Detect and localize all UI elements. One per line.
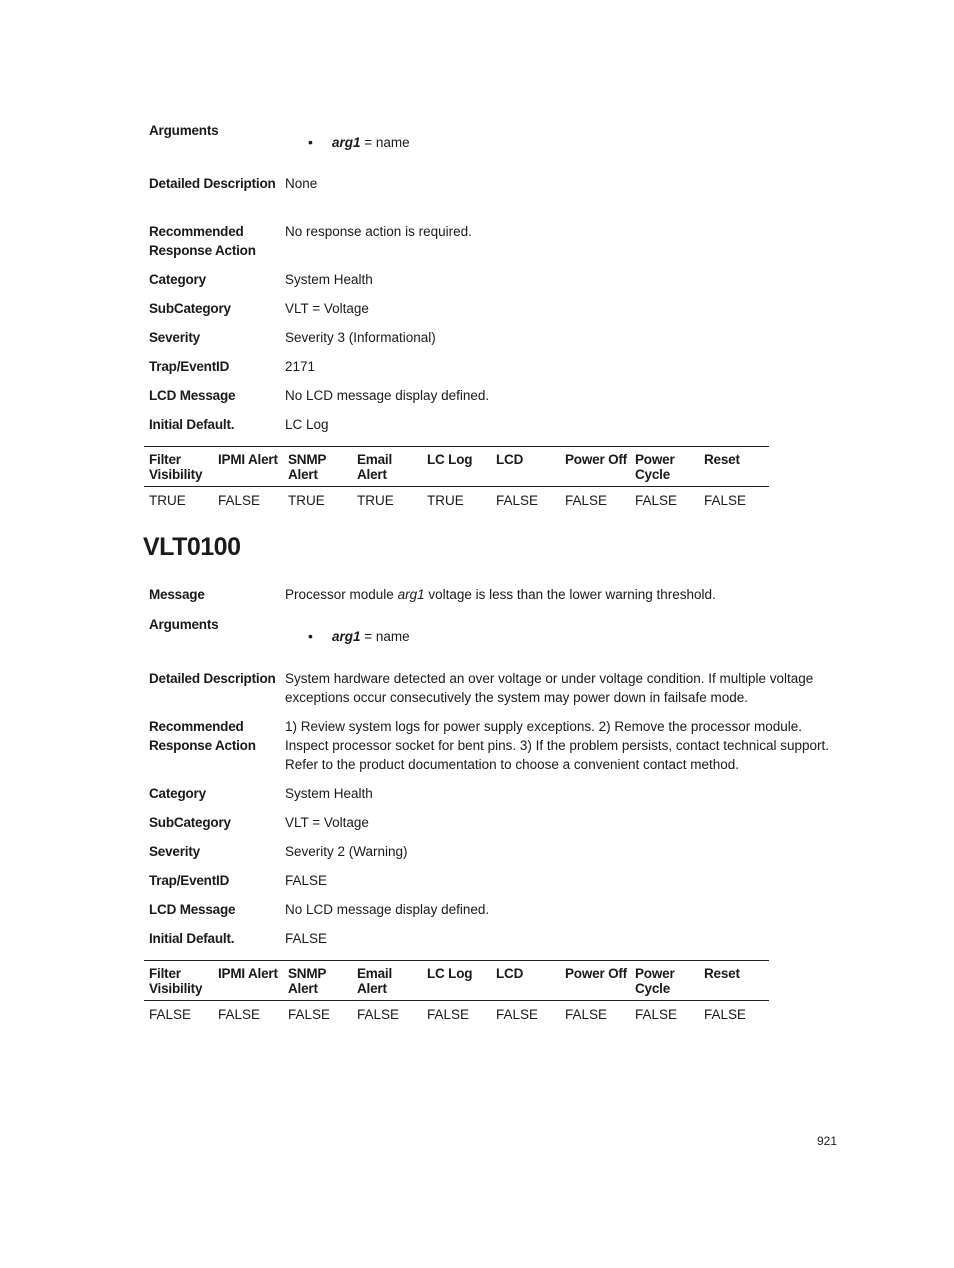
table-header: LC Log <box>427 452 473 467</box>
field-label: SubCategory <box>149 301 231 316</box>
field-label: Category <box>149 786 206 801</box>
table-header: Power Cycle <box>635 966 675 996</box>
field-label: Severity <box>149 844 200 859</box>
table-cell: TRUE <box>288 493 325 508</box>
table-cell: FALSE <box>704 493 747 508</box>
field-value: VLT = Voltage <box>285 815 369 830</box>
table-header: LCD <box>496 452 524 467</box>
field-value: System hardware detected an over voltage or under voltage condition. If multiple voltage exceptions occur consecutively the system may power down in failsafe mode. <box>285 671 814 705</box>
table-header-rule <box>144 1000 769 1001</box>
table-cell: FALSE <box>496 493 539 508</box>
field-label: Detailed Description <box>149 176 276 191</box>
field-value: None <box>285 176 318 191</box>
field-value: 1) Review system logs for power supply exceptions. 2) Remove the processor module. Inspect processor socket for bent pins. 3) If the problem persists, contact technical support. Refer to the product documentation to choose a convenient contact method. <box>285 719 830 772</box>
field-label: Message <box>149 587 205 602</box>
table-header: IPMI Alert <box>218 966 278 981</box>
table-cell: FALSE <box>565 493 608 508</box>
field-value: No LCD message display defined. <box>285 388 490 403</box>
bullet-icon: • <box>308 628 313 644</box>
table-cell: TRUE <box>149 493 186 508</box>
table-header: Email Alert <box>357 452 393 482</box>
field-label: Arguments <box>149 123 219 138</box>
argument-name: arg1 <box>332 629 361 644</box>
field-label: Trap/EventID <box>149 873 230 888</box>
field-value: Severity 2 (Warning) <box>285 844 408 859</box>
field-label: SubCategory <box>149 815 231 830</box>
table-header: Reset <box>704 452 740 467</box>
table-header-rule <box>144 486 769 487</box>
message-text-end: voltage is less than the lower warning threshold. <box>424 587 716 602</box>
table-header: Power Off <box>565 966 627 981</box>
table-header: SNMP Alert <box>288 966 326 996</box>
field-value <box>285 585 833 604</box>
table-cell: FALSE <box>218 493 261 508</box>
argument-name: arg1 <box>332 135 361 150</box>
field-value: VLT = Voltage <box>285 301 369 316</box>
table-cell: FALSE <box>149 1007 192 1022</box>
message-text-start: Processor module <box>285 587 398 602</box>
table-cell: FALSE <box>635 493 678 508</box>
field-label: Severity <box>149 330 200 345</box>
field-label: Detailed Description <box>149 671 276 686</box>
field-value: No LCD message display defined. <box>285 902 490 917</box>
table-header: IPMI Alert <box>218 452 278 467</box>
field-label: LCD Message <box>149 388 236 403</box>
table-cell: FALSE <box>704 1007 747 1022</box>
field-label: Initial Default. <box>149 931 235 946</box>
table-top-rule <box>144 446 769 447</box>
field-value: FALSE <box>285 931 328 946</box>
field-value: System Health <box>285 786 373 801</box>
field-label: Recommended Response Action <box>149 224 256 258</box>
field-value: 2171 <box>285 359 316 374</box>
table-header: LCD <box>496 966 524 981</box>
table-header: Filter Visibility <box>149 452 203 482</box>
table-header: LC Log <box>427 966 473 981</box>
table-header: Email Alert <box>357 966 393 996</box>
section-title: VLT0100 <box>143 533 241 561</box>
table-cell: FALSE <box>496 1007 539 1022</box>
field-value: Severity 3 (Informational) <box>285 330 436 345</box>
field-value: No response action is required. <box>285 224 472 239</box>
argument-value: = name <box>360 135 410 150</box>
table-cell: FALSE <box>357 1007 400 1022</box>
bullet-icon: • <box>308 134 313 150</box>
table-cell: FALSE <box>427 1007 470 1022</box>
field-label: Category <box>149 272 206 287</box>
field-label: LCD Message <box>149 902 236 917</box>
field-label: Initial Default. <box>149 417 235 432</box>
table-top-rule <box>144 960 769 961</box>
field-label: Arguments <box>149 617 219 632</box>
field-value: LC Log <box>285 417 329 432</box>
table-cell: FALSE <box>565 1007 608 1022</box>
page-number: 921 <box>817 1134 838 1148</box>
table-header: Filter Visibility <box>149 966 203 996</box>
table-cell: FALSE <box>635 1007 678 1022</box>
table-cell: FALSE <box>288 1007 331 1022</box>
field-value: System Health <box>285 272 373 287</box>
table-header: Reset <box>704 966 740 981</box>
table-cell: TRUE <box>357 493 394 508</box>
argument-value: = name <box>360 629 410 644</box>
field-value: FALSE <box>285 873 328 888</box>
table-header: SNMP Alert <box>288 452 326 482</box>
table-header: Power Cycle <box>635 452 675 482</box>
field-label: Recommended Response Action <box>149 719 256 753</box>
field-label: Trap/EventID <box>149 359 230 374</box>
table-cell: FALSE <box>218 1007 261 1022</box>
table-header: Power Off <box>565 452 627 467</box>
message-argument: arg1 <box>397 587 425 602</box>
table-cell: TRUE <box>427 493 464 508</box>
